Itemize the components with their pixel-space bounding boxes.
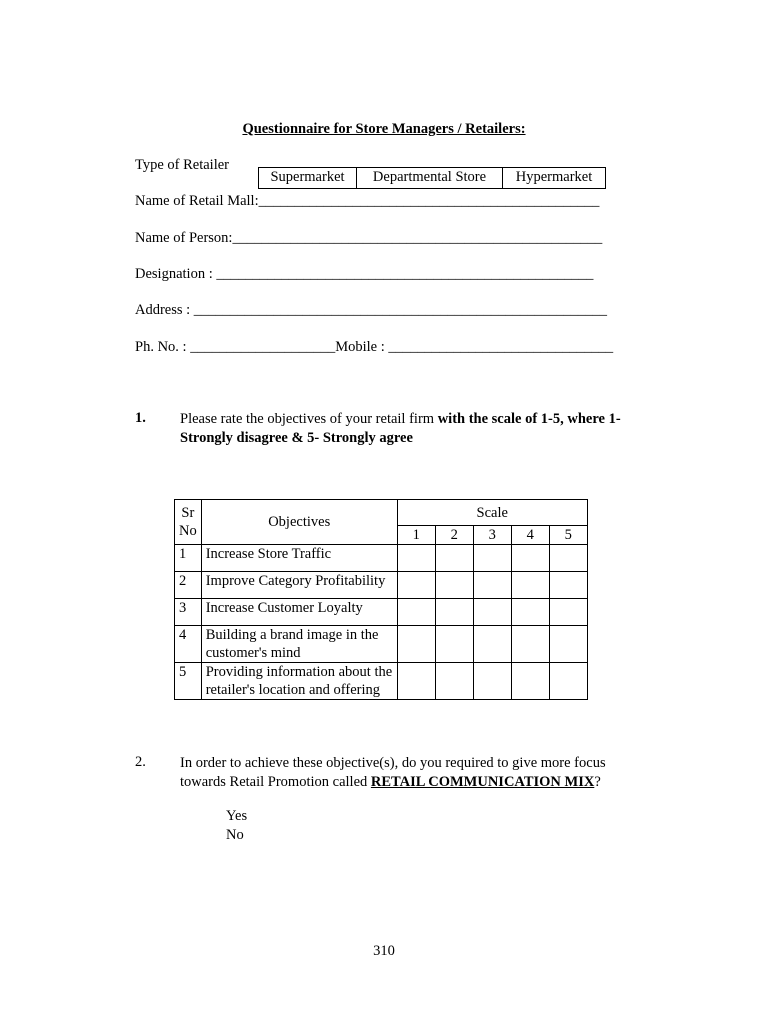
option-supermarket[interactable]: Supermarket <box>259 168 357 188</box>
rating-cell[interactable] <box>397 572 435 599</box>
scale-point: 4 <box>511 526 549 545</box>
question-1-text <box>180 410 650 448</box>
rating-cell[interactable] <box>549 599 587 626</box>
question-2-plain: In order to achieve these objective(s), do you required to give more focus towards Retail Promotion called <box>180 755 606 790</box>
rating-cell[interactable] <box>511 599 549 626</box>
page-title: Questionnaire for Store Managers / Retailers: <box>242 121 526 137</box>
row-sr: 5 <box>175 663 202 700</box>
rating-cell[interactable] <box>435 572 473 599</box>
rating-cell[interactable] <box>435 545 473 572</box>
rating-cell[interactable] <box>473 545 511 572</box>
answer-yes-option[interactable]: Yes <box>226 808 248 824</box>
rating-cell[interactable] <box>435 599 473 626</box>
row-sr: 4 <box>175 626 202 663</box>
rating-cell[interactable] <box>511 663 549 700</box>
rating-cell[interactable] <box>397 626 435 663</box>
rating-cell[interactable] <box>511 572 549 599</box>
person-name-field[interactable]: Name of Person:___________________________________________________ <box>135 230 603 246</box>
question-1-number: 1. <box>135 410 146 426</box>
row-objective: Providing information about the retailer's location and offering <box>201 663 397 700</box>
row-objective: Improve Category Profitability <box>201 572 397 599</box>
option-hypermarket[interactable]: Hypermarket <box>515 169 593 185</box>
rating-cell[interactable] <box>397 599 435 626</box>
table-row <box>175 663 588 700</box>
address-field[interactable]: Address : _________________________________________________________ <box>135 302 608 318</box>
rating-cell[interactable] <box>549 545 587 572</box>
page-number: 310 <box>373 943 395 959</box>
table-row <box>175 545 588 572</box>
table-row <box>175 599 588 626</box>
rating-cell[interactable] <box>473 572 511 599</box>
header-objectives: Objectives <box>201 500 397 545</box>
rating-cell[interactable] <box>435 663 473 700</box>
question-2-end: ? <box>594 774 601 790</box>
retail-mall-field[interactable]: Name of Retail Mall:_______________________________________________ <box>135 193 600 209</box>
scale-point: 1 <box>397 526 435 545</box>
rating-cell[interactable] <box>473 599 511 626</box>
rating-cell[interactable] <box>511 545 549 572</box>
table-row <box>175 626 588 663</box>
scale-point: 2 <box>435 526 473 545</box>
row-sr: 1 <box>175 545 202 572</box>
question-1-bold: with the scale of 1-5, where 1- Strongly disagree & 5- Strongly agree <box>180 411 621 446</box>
header-scale: Scale <box>397 500 587 526</box>
rating-cell[interactable] <box>549 663 587 700</box>
option-departmental-store[interactable]: Departmental Store <box>357 168 503 188</box>
objectives-rating-table <box>174 499 588 700</box>
row-sr: 3 <box>175 599 202 626</box>
row-objective: Increase Customer Loyalty <box>201 599 397 626</box>
rating-cell[interactable] <box>473 663 511 700</box>
question-2-emphasis: RETAIL COMMUNICATION MIX <box>370 774 595 790</box>
rating-cell[interactable] <box>511 626 549 663</box>
rating-cell[interactable] <box>549 572 587 599</box>
retailer-type-label: Type of Retailer <box>135 157 230 173</box>
phone-mobile-field[interactable]: Ph. No. : ____________________Mobile : _______________________________ <box>135 339 614 355</box>
rating-cell[interactable] <box>549 626 587 663</box>
designation-field[interactable]: Designation : ____________________________________________________ <box>135 266 594 282</box>
question-1-plain: Please rate the objectives of your retail firm <box>180 411 438 427</box>
scale-point: 3 <box>473 526 511 545</box>
question-2-text <box>180 754 650 792</box>
header-sr-no: Sr No <box>175 500 202 545</box>
question-2-number: 2. <box>135 754 146 770</box>
table-row <box>175 572 588 599</box>
rating-cell[interactable] <box>473 626 511 663</box>
rating-cell[interactable] <box>397 663 435 700</box>
rating-cell[interactable] <box>435 626 473 663</box>
retailer-type-options <box>258 167 606 189</box>
row-objective: Building a brand image in the customer's mind <box>201 626 397 663</box>
rating-cell[interactable] <box>397 545 435 572</box>
row-objective: Increase Store Traffic <box>201 545 397 572</box>
row-sr: 2 <box>175 572 202 599</box>
scale-point: 5 <box>549 526 587 545</box>
answer-no-option[interactable]: No <box>226 827 244 843</box>
